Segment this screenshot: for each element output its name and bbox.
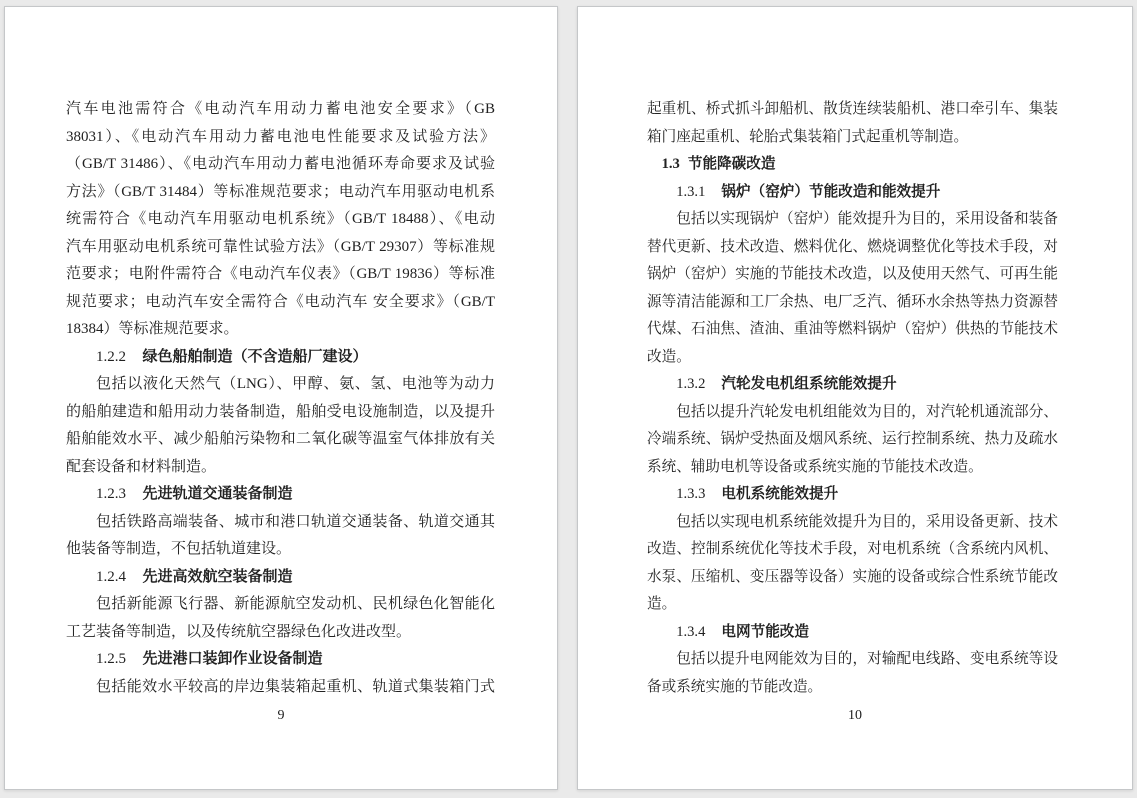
- section-title: 节能降碳改造: [687, 156, 776, 172]
- section-number: 1.3.4: [676, 623, 706, 640]
- text-line: 船舶能效水平、减少船舶污染物和二氧化碳等温室气体排放有关: [66, 431, 495, 447]
- text-line: 代煤、石油焦、渣油、重油等燃料锅炉（窑炉）供热的节能技术: [647, 321, 1058, 337]
- text-line: 统需符合《电动汽车用驱动电机系统》（GB/T 18488）、《电动: [66, 211, 495, 227]
- section-heading: [647, 179, 1058, 207]
- section-title: 电机系统能效提升: [721, 486, 839, 502]
- text-line: 规范要求；电动汽车安全需符合《电动汽车 安全要求》（GB/T: [66, 293, 495, 310]
- section-title: 先进轨道交通装备制造: [142, 486, 293, 502]
- section-heading: [66, 344, 495, 372]
- text-line: （GB/T 31486）、《电动汽车用动力蓄电池循环寿命要求及试验: [66, 156, 495, 172]
- page-9-number: 9: [277, 708, 285, 723]
- text-line: 系统、辅助电机等设备或系统实施的节能技术改造。: [647, 458, 983, 475]
- page-10: [577, 6, 1133, 790]
- text-line: 包括以提升电网能效为目的，对输配电线路、变电系统等设: [676, 651, 1058, 667]
- text-line: 的船舶建造和船用动力装备制造，船舶受电设施制造，以及提升: [66, 403, 495, 420]
- text-line: 包括以实现锅炉（窑炉）能效提升为目的，采用设备和装备: [676, 211, 1058, 227]
- section-title: 锅炉（窑炉）节能改造和能效提升: [721, 183, 941, 200]
- text-line: 配套设备和材料制造。: [66, 458, 217, 475]
- text-line: 包括以液化天然气（LNG）、甲醇、氨、氢、电池等为动力: [96, 376, 495, 392]
- page-9: [4, 6, 558, 790]
- section-number: 1.3.1: [676, 183, 706, 200]
- section-heading: [66, 481, 495, 509]
- section-number: 1.2.5: [96, 651, 126, 667]
- text-line: 他装备等制造，不包括轨道建设。: [66, 541, 292, 557]
- section-number: 1.3.2: [676, 376, 706, 392]
- text-line: 改造。: [647, 348, 691, 365]
- text-line: 范要求；电附件需符合《电动汽车仪表》（GB/T 19836）等标准: [66, 266, 495, 282]
- section-heading: [66, 646, 495, 674]
- text-line: 38031）、《电动汽车用动力蓄电池电性能要求及试验方法》: [66, 128, 495, 145]
- text-line: 起重机、桥式抓斗卸船机、散货连续装船机、港口牵引车、集装: [647, 101, 1058, 117]
- section-title: 绿色船舶制造（不含造船厂建设）: [142, 348, 368, 365]
- section-heading: [647, 481, 1058, 509]
- text-line: 包括铁路高端装备、城市和港口轨道交通装备、轨道交通其: [96, 513, 495, 530]
- text-line: 箱门座起重机、轮胎式集装箱门式起重机等制造。: [647, 128, 969, 145]
- text-line: 包括以实现电机系统能效提升为目的，采用设备更新、技术: [676, 513, 1058, 530]
- section-number: 1.2.2: [96, 348, 126, 365]
- text-line: 冷端系统、锅炉受热面及烟风系统、运行控制系统、热力及疏水: [647, 431, 1058, 447]
- section-number: 1.2.4: [96, 568, 126, 585]
- text-line: 备或系统实施的节能改造。: [647, 678, 823, 695]
- section-number: 1.3: [661, 156, 680, 172]
- section-heading: [647, 151, 1058, 179]
- section-heading: [66, 564, 495, 592]
- text-line: 改造、控制系统优化等技术手段，对电机系统（含系统内风机、: [647, 541, 1058, 557]
- text-line: 汽车用驱动电机系统可靠性试验方法》（GB/T 29307）等标准规: [66, 238, 495, 255]
- text-line: 包括能效水平较高的岸边集装箱起重机、轨道式集装箱门式: [96, 678, 495, 695]
- section-title: 先进高效航空装备制造: [142, 568, 293, 585]
- page-10-content: [647, 96, 1058, 701]
- text-line: 造。: [647, 596, 677, 612]
- text-line: 包括新能源飞行器、新能源航空发动机、民机绿色化智能化: [96, 596, 495, 612]
- section-title: 先进港口装卸作业设备制造: [142, 651, 323, 667]
- text-line: 源等清洁能源和工厂余热、电厂乏汽、循环水余热等热力资源替: [647, 293, 1058, 310]
- section-title: 电网节能改造: [721, 623, 809, 640]
- section-heading: [647, 619, 1058, 647]
- page-10-number: 10: [848, 708, 862, 723]
- text-line: 18384）等标准规范要求。: [66, 321, 239, 337]
- text-line: 工艺装备等制造，以及传统航空器绿色化改进改型。: [66, 623, 412, 640]
- page-9-content: [66, 96, 495, 701]
- text-line: 方法》（GB/T 31484）等标准规范要求；电动汽车用驱动电机系: [66, 183, 495, 200]
- text-line: 包括以提升汽轮发电机组能效为目的，对汽轮机通流部分、: [676, 403, 1058, 420]
- text-line: 替代更新、技术改造、燃料优化、燃烧调整优化等技术手段，对: [647, 238, 1058, 255]
- section-title: 汽轮发电机组系统能效提升: [721, 376, 897, 392]
- section-number: 1.2.3: [96, 486, 126, 502]
- text-line: 汽车电池需符合《电动汽车用动力蓄电池安全要求》（GB: [66, 101, 495, 117]
- section-number: 1.3.3: [676, 486, 706, 502]
- text-line: 锅炉（窑炉）实施的节能技术改造，以及使用天然气、可再生能: [647, 266, 1058, 282]
- section-heading: [647, 371, 1058, 399]
- text-line: 水泵、压缩机、变压器等设备）实施的设备或综合性系统节能改: [647, 568, 1058, 585]
